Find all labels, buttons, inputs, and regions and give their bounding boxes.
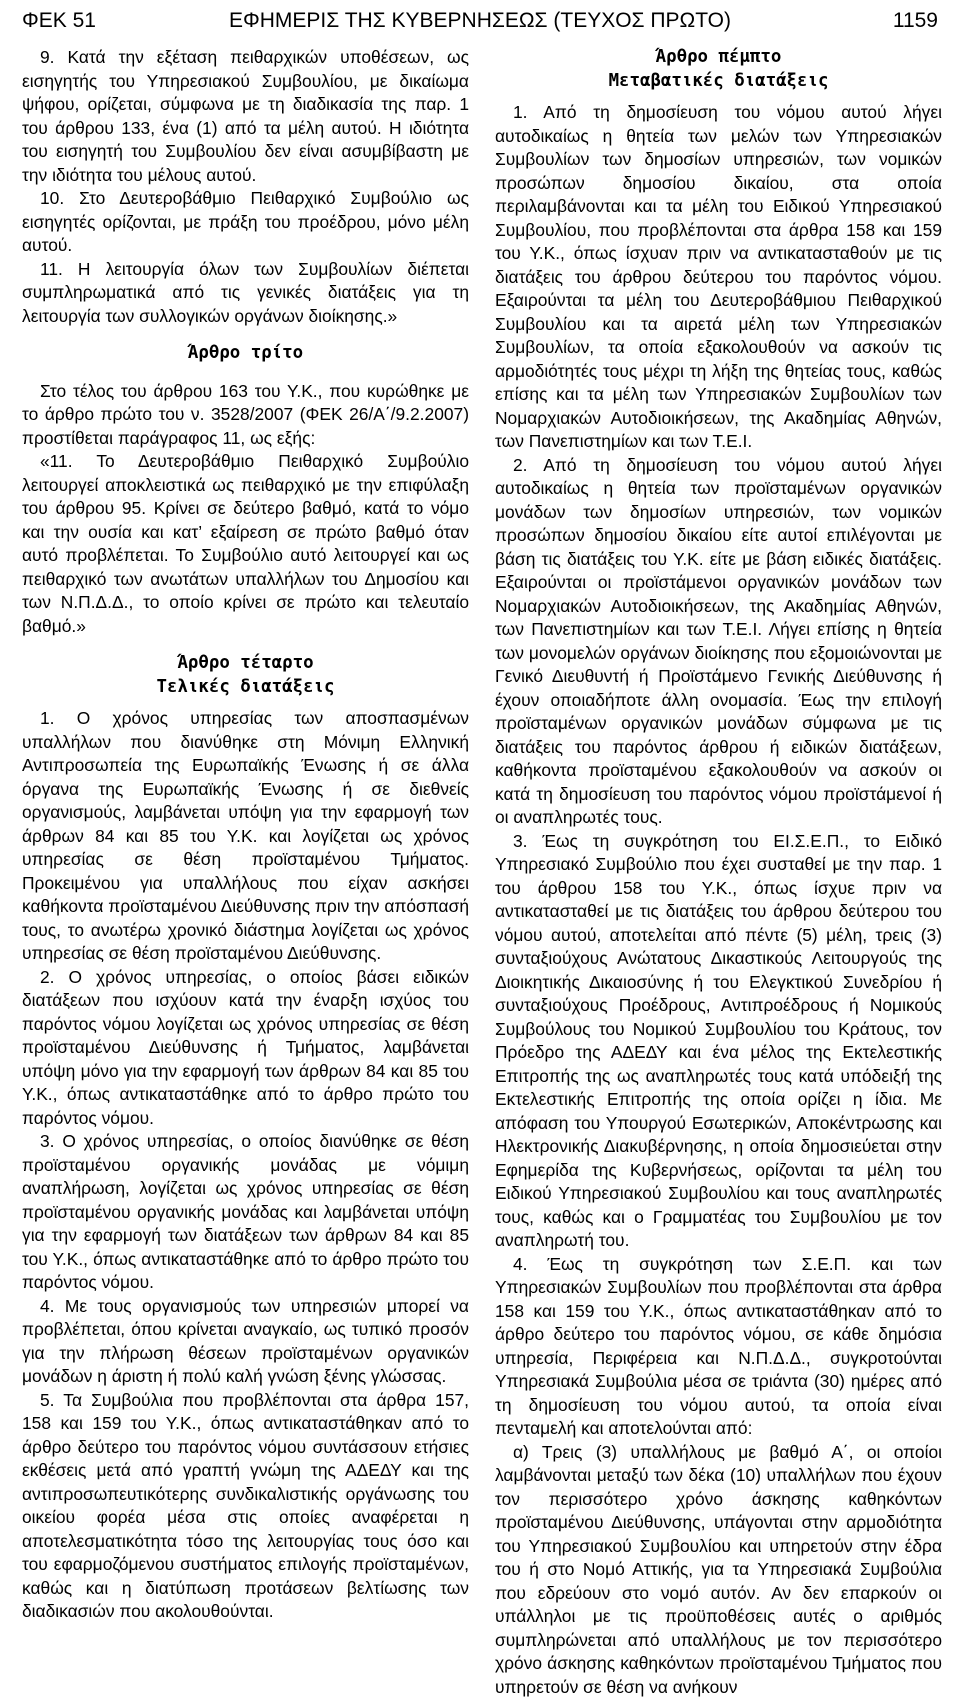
paragraph-9: 9. Κατά την εξέταση πειθαρχικών υποθέσεων, ως εισηγητής του Υπηρεσιακού Συμβουλίου, με δικαίωμα ψήφου, ορίζεται, σύμφωνα με τη διαδικασία της παρ. 1 του άρθρου 133, ένα (1) από τα μέλη αυτού. Η ιδιότητα του εισηγητή του Συμβουλίου δεν είναι ασυμβίβαστη με την ιδιότητα του μέλους αυτού. bbox=[22, 46, 469, 187]
article-5-paragraph-4: 4. Έως τη συγκρότηση των Σ.Ε.Π. και των Υπηρεσιακών Συμβουλίων που προβλέπονται στα άρθρα 158 και 159 του Υ.Κ., όπως αντικαταστάθηκαν από το άρθρο δεύτερο του παρόντος νόμου, σε κάθε δημόσια υπηρεσία, Περιφέρεια και Ν.Π.Δ.Δ., συγκροτούνται Υπηρεσιακά Συμβούλια μέσα σε τριάντα (30) ημέρες από τη δημοσίευση του νόμου αυτού, τα οποία είναι πενταμελή και αποτελούνται από: bbox=[495, 1253, 942, 1441]
page-number: 1159 bbox=[893, 9, 938, 33]
article-3-quote: «11. Το Δευτεροβάθμιο Πειθαρχικό Συμβούλιο λειτουργεί αποκλειστικά ως πειθαρχικό με την επιφύλαξη του άρθρου 95. Κρίνει σε δεύτερο βαθμό, κατά το νόμο και την ουσία και κατ’ εξαίρεση σε πρώτο βαθμό όταν αυτό προβλέπεται. Το Συμβούλιο αυτό λειτουργεί και ως πειθαρχικό των ανωτάτων υπαλλήλων του Δημοσίου και των Ν.Π.Δ.Δ., το οποίο κρίνει σε πρώτο και τελευταίο βαθμό.» bbox=[22, 450, 469, 638]
article-5-paragraph-2: 2. Από τη δημοσίευση του νόμου αυτού λήγει αυτοδικαίως η θητεία των προϊσταμένων οργανικών μονάδων των δημοσίων υπηρεσιών, των νομικών προσώπων δημοσίου δικαίου είτε αυτοί επιλέγονται με βάση τις διατάξεις του Υ.Κ. είτε με βάση ειδικές διατάξεις. Εξαιρούνται οι προϊστάμενοι οργανικών μονάδων των Νομαρχιακών Αυτοδιοικήσεων, της Ακαδημίας Αθηνών, των Πανεπιστημίων και των Τ.Ε.Ι. Λήγει επίσης η θητεία των μονομελών οργάνων διοίκησης που εξομοιώνονται με Γενικό Διευθυντή ή Προϊστάμενο Γενικής Διεύθυνσης ή έχουν οποιαδήποτε άλλη ονομασία. Έως την επιλογή προϊσταμένων οργανικών μονάδων σύμφωνα με τις διατάξεις του παρόντος άρθρου ή ειδικών διατάξεων, καθήκοντα προϊσταμένου εξακολουθούν να ασκούν οι κατά τη δημοσίευση του παρόντος νόμου προϊστάμενοί ή οι αναπληρωτές τους. bbox=[495, 454, 942, 830]
article-5-paragraph-3: 3. Έως τη συγκρότηση του ΕΙ.Σ.Ε.Π., το Ειδικό Υπηρεσιακό Συμβούλιο που έχει συσταθεί με την παρ. 1 του άρθρου 158 του Υ.Κ., όπως ίσχυε πριν να αντικατασταθεί με τις διατάξεις του άρθρου δεύτερου του νόμου αυτού, αποτελείται από πέντε (5) μέλη, τρεις (3) συνταξιούχους Ανώτατους Δικαστικούς Λειτουργούς της Διοικητικής Δικαιοσύνης ή του Ελεγκτικού Συνεδρίου ή συνταξιούχους Προέδρους, Αντιπροέδρους ή Νομικούς Συμβούλους του Νομικού Συμβουλίου του Κράτους, τον Πρόεδρο της ΑΔΕΔΥ και ένα μέλος της Εκτελεστικής Επιτροπής της ως αναπληρωτές τους κατά υπόδειξή της Εκτελεστικής Επιτροπής της οποία ορίζει η ίδια. Με απόφαση του Υπουργού Εσωτερικών, Αποκέντρωσης και Ηλεκτρονικής Διακυβέρνησης, η οποία δημοσιεύεται στην Εφημερίδα της Κυβερνήσεως, ορίζονται τα μέλη του Ειδικού Υπηρεσιακού Συμβουλίου και τους αναπληρωτές τους, καθώς και ο Γραμματέας του Συμβουλίου με τον αναπληρωτή του. bbox=[495, 830, 942, 1253]
article-4-paragraph-2: 2. Ο χρόνος υπηρεσίας, ο οποίος βάσει ειδικών διατάξεων που ισχύουν κατά την έναρξη ισχύος του παρόντος νόμου λογίζεται ως χρόνος υπηρεσίας σε θέση προϊσταμένου Διεύθυνσης ή Τμήματος, λαμβάνεται υπόψη μόνο για την εφαρμογή των άρθρων 84 και 85 του Υ.Κ., όπως αντικαταστάθηκε από το άρθρο πρώτο του παρόντος νόμου. bbox=[22, 966, 469, 1131]
paragraph-10: 10. Στο Δευτεροβάθμιο Πειθαρχικό Συμβούλιο ως εισηγητές ορίζονται, με πράξη του προέδρου, μόνο μέλη αυτού. bbox=[22, 187, 469, 258]
gazette-title: ΕΦΗΜΕΡΙΣ ΤΗΣ ΚΥΒΕΡΝΗΣΕΩΣ (ΤΕΥΧΟΣ ΠΡΩΤΟ) bbox=[22, 9, 938, 33]
page-header bbox=[22, 4, 938, 38]
article-4-title: Άρθρο τέταρτο bbox=[22, 652, 469, 676]
article-3-title: Άρθρο τρίτο bbox=[22, 342, 469, 366]
right-column bbox=[495, 46, 942, 1416]
article-4-paragraph-4: 4. Με τους οργανισμούς των υπηρεσιών μπορεί να προβλέπεται, όπου κρίνεται αναγκαίο, ως τυπικό προσόν για την πλήρωση θέσεων προϊσταμένων οργανικών μονάδων η άριστη ή πολύ καλή γνώση ξένης γλώσσας. bbox=[22, 1295, 469, 1389]
article-4-paragraph-5: 5. Τα Συμβούλια που προβλέπονται στα άρθρα 157, 158 και 159 του Υ.Κ., όπως αντικαταστάθηκαν από το άρθρο δεύτερο του παρόντος νόμου συντάσσουν ετήσιες εκθέσεις μετά από γραπτή γνώμη της ΑΔΕΔΥ και της αντιπροσωπευτικότερης συνδικαλιστικής οργάνωσης του οικείου φορέα μέσα στις οποίες αναφέρεται η αποτελεσματικότητα τόσο της λειτουργίας τους όσο και του εφαρμοζόμενου συστήματος επιλογής προϊσταμένων, καθώς και η διατύπωση προτάσεων βελτίωσης των διαδικασιών που ακολουθούνται. bbox=[22, 1389, 469, 1624]
article-3-intro: Στο τέλος του άρθρου 163 του Υ.Κ., που κυρώθηκε με το άρθρο πρώτο του ν. 3528/2007 (ΦΕΚ 26/Α΄/9.2.2007) προστίθεται παράγραφος 11, ως εξής: bbox=[22, 380, 469, 451]
article-5-subtitle: Μεταβατικές διατάξεις bbox=[495, 70, 942, 94]
paragraph-11: 11. Η λειτουργία όλων των Συμβουλίων διέπεται συμπληρωματικά από τις γενικές διατάξεις για τη λειτουργία των συλλογικών οργάνων διοίκησης.» bbox=[22, 258, 469, 329]
article-5-paragraph-4a: α) Τρεις (3) υπαλλήλους με βαθμό Α΄, οι οποίοι λαμβάνονται μεταξύ των δέκα (10) υπαλλήλων που έχουν τον περισσότερο χρόνο άσκησης καθηκόντων προϊσταμένου Διεύθυνσης, υπάγονται στην αρμοδιότητα του Υπηρεσιακού Συμβουλίου και υπηρετούν στην έδρα του ή στο Νομό Αττικής, για τα Υπηρεσιακά Συμβούλια που εδρεύουν στο νομό αυτόν. Αν δεν επαρκούν οι υπάλληλοι με τις προϋποθέσεις αυτές ο αριθμός συμπληρώνεται από υπαλλήλους με τον περισσότερο χρόνο άσκησης καθηκόντων προϊσταμένου Τμήματος που υπηρετούν σε θέση να ανήκουν bbox=[495, 1441, 942, 1699]
article-5-title: Άρθρο πέμπτο bbox=[495, 46, 942, 70]
left-column bbox=[22, 46, 469, 1416]
gazette-issue-number: ΦΕΚ 51 bbox=[22, 9, 96, 33]
article-4-paragraph-1: 1. Ο χρόνος υπηρεσίας των αποσπασμένων υπαλλήλων που διανύθηκε στη Μόνιμη Ελληνική Αντιπροσωπεία της Ευρωπαϊκής Ένωσης ή σε άλλα όργανα της Ευρωπαϊκής Ένωσης ή σε διεθνείς οργανισμούς, λαμβάνεται υπόψη για την εφαρμογή των άρθρων 84 και 85 του Υ.Κ. και λογίζεται ως χρόνος υπηρεσίας σε θέση προϊσταμένου Τμήματος. Προκειμένου για υπαλλήλους που είχαν ασκήσει καθήκοντα προϊσταμένου Διεύθυνσης πριν την απόσπασή τους, το ανωτέρω χρονικό διάστημα λογίζεται ως χρόνος υπηρεσίας σε θέση προϊσταμένου Διεύθυνσης. bbox=[22, 707, 469, 966]
article-5-paragraph-1: 1. Από τη δημοσίευση του νόμου αυτού λήγει αυτοδικαίως η θητεία των μελών των Υπηρεσιακών Συμβουλίων των δημοσίων υπηρεσιών, των νομικών προσώπων δημοσίου δικαίου, στα οποία περιλαμβάνονται και τα μέλη του Ειδικού Υπηρεσιακού Συμβουλίου, που προβλέπονται στα άρθρα 158 και 159 του Υ.Κ., όπως ίσχυαν πριν να αντικατασταθούν με τις διατάξεις του άρθρου δεύτερου του παρόντος νόμου. Εξαιρούνται τα μέλη του Δευτεροβάθμιου Πειθαρχικού Συμβουλίου και τα αιρετά μέλη των Υπηρεσιακών Συμβουλίων, τα οποία εξακολουθούν να ασκούν τις αρμοδιότητές τους μέχρι τη λήξη της θητείας τους, καθώς επίσης και τα μέλη των Υπηρεσιακών Συμβουλίων των Νομαρχιακών Αυτοδιοικήσεων, της Ακαδημίας Αθηνών, των Πανεπιστημίων και των Τ.Ε.Ι. bbox=[495, 101, 942, 454]
body-columns bbox=[22, 46, 942, 1416]
article-4-paragraph-3: 3. Ο χρόνος υπηρεσίας, ο οποίος διανύθηκε σε θέση προϊσταμένου οργανικής μονάδας με νόμιμη αναπλήρωση, λογίζεται ως χρόνος υπηρεσίας σε θέση προϊσταμένου οργανικής μονάδας και λαμβάνεται υπόψη για την εφαρμογή των διατάξεων των άρθρων 84 και 85 του Υ.Κ., όπως αντικαταστάθηκε από το άρθρο πρώτο του παρόντος νόμου. bbox=[22, 1130, 469, 1295]
article-4-subtitle: Τελικές διατάξεις bbox=[22, 676, 469, 700]
